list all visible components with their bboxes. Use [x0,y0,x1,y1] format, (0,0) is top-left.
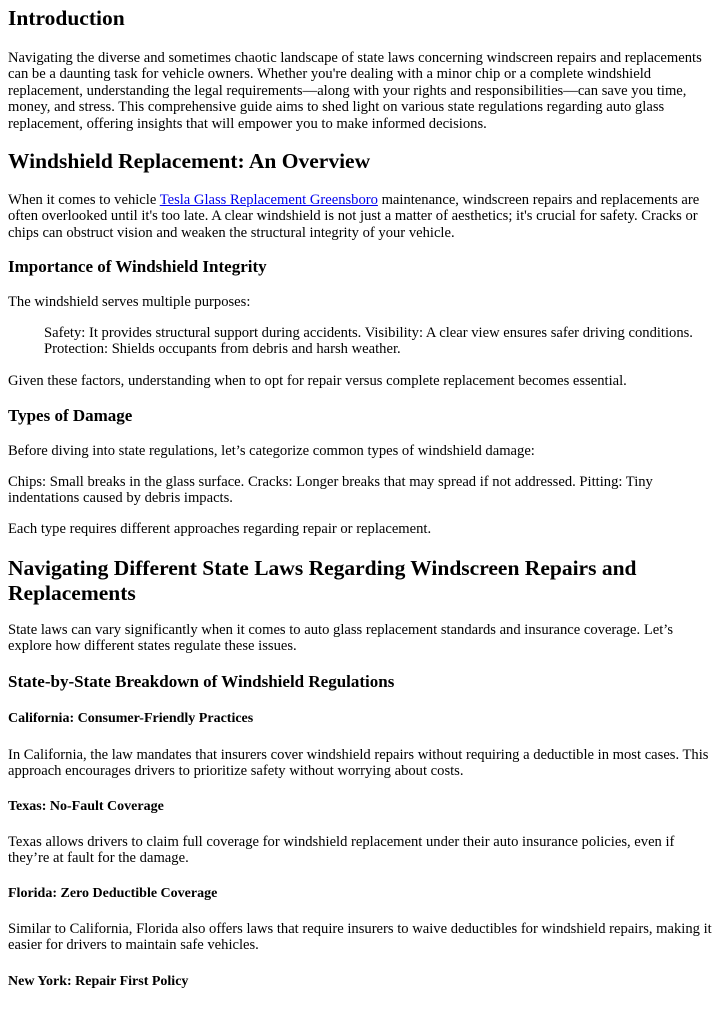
laws-intro: State laws can vary significantly when it comes to auto glass replacement standards and insurance coverage. Let’s explore how different states regulate these issues. [8,622,674,655]
california-heading: California: Consumer-Friendly Practices [8,711,254,726]
overview-text-end: maintenance, windscreen repairs and replacements are often overlooked until it's too late. A clear windshield is not just a matter of aesthetics; it's crucial for safety. Cracks or chips can obstruct vision and weaken the structural integrity of your vehicle. [8,192,700,241]
new-york-heading: New York: Repair First Policy [8,974,189,989]
damage-conclusion: Each type requires different approaches regarding repair or replacement. [8,521,432,537]
breakdown-heading: State-by-State Breakdown of Windshield Regulations [8,672,395,691]
texas-text: Texas allows drivers to claim full coverage for windshield replacement under their auto insurance policies, even if they’re at fault for the damage. [8,834,675,867]
laws-heading: Navigating Different State Laws Regarding Windscreen Repairs and Replacements [8,556,637,605]
tesla-glass-link[interactable]: Tesla Glass Replacement Greensboro [159,192,378,208]
damage-heading: Types of Damage [8,406,133,425]
intro-heading: Introduction [8,6,125,30]
intro-paragraph: Navigating the diverse and sometimes chaotic landscape of state laws concerning windscreen repairs and replacements can be a daunting task for vehicle owners. Whether you're dealing with a minor chip or a complete windshield replacement, understanding the legal requirements—along with your rights and responsibilities—can save you time, money, and stress. This comprehensive guide aims to shed light on various state regulations regarding auto glass replacement, offering insights that will empower you to make informed decisions. [8,50,702,132]
integrity-purposes: Safety: It provides structural support during accidents. Visibility: A clear view ensures safer driving conditions. Protection: Shields occupants from debris and harsh weather. [44,325,693,358]
florida-heading: Florida: Zero Deductible Coverage [8,886,218,901]
california-text: In California, the law mandates that insurers cover windshield repairs without requiring a deductible in most cases. This approach encourages drivers to prioritize safety without worrying about costs. [8,747,709,780]
overview-paragraph [8,192,712,241]
damage-intro: Before diving into state regulations, let’s categorize common types of windshield damage: [8,443,535,459]
texas-heading: Texas: No-Fault Coverage [8,799,164,814]
overview-text-start: When it comes to vehicle [8,192,160,208]
integrity-heading: Importance of Windshield Integrity [8,257,267,276]
integrity-intro: The windshield serves multiple purposes: [8,294,251,310]
overview-heading: Windshield Replacement: An Overview [8,149,371,173]
florida-text: Similar to California, Florida also offers laws that require insurers to waive deductibles for windshield repairs, making it easier for drivers to maintain safe vehicles. [8,921,712,954]
integrity-conclusion: Given these factors, understanding when to opt for repair versus complete replacement becomes essential. [8,373,627,389]
damage-types: Chips: Small breaks in the glass surface. Cracks: Longer breaks that may spread if not addressed. Pitting: Tiny indentations caused by debris impacts. [8,474,653,507]
